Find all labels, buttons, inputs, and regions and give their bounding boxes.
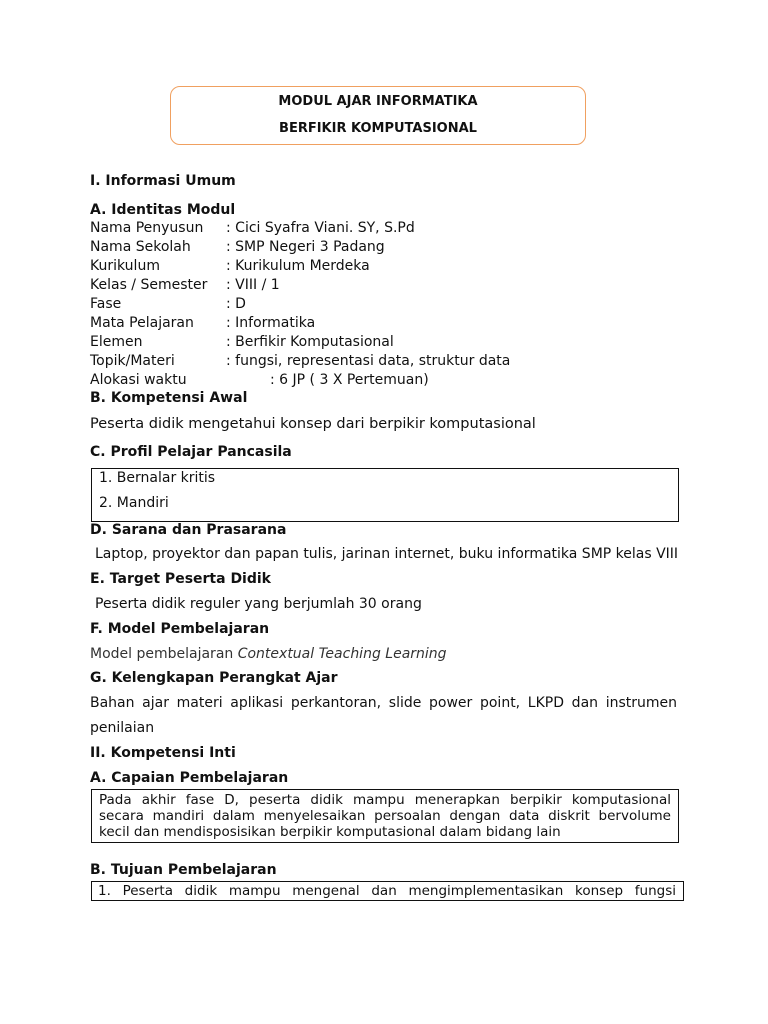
value-mata-pelajaran: : Informatika	[226, 315, 316, 331]
heading-target-peserta-didik: E. Target Peserta Didik	[90, 571, 271, 587]
sarana-text: Laptop, proyektor dan papan tulis, jarinan internet, buku informatika SMP kelas VIII	[95, 546, 679, 562]
heading-identitas-modul: A. Identitas Modul	[90, 202, 236, 218]
kelengkapan-line-1: Bahan ajar materi aplikasi perkantoran, slide power point, LKPD dan instrumen	[90, 695, 677, 711]
heading-tujuan-pembelajaran: B. Tujuan Pembelajaran	[90, 862, 277, 878]
value-kelas-semester: : VIII / 1	[226, 277, 280, 293]
label-fase: Fase	[90, 296, 122, 312]
heading-capaian-pembelajaran: A. Capaian Pembelajaran	[90, 770, 289, 786]
kelengkapan-line-2: penilaian	[90, 720, 155, 736]
tujuan-box	[91, 881, 684, 901]
profil-box	[91, 468, 679, 522]
label-elemen: Elemen	[90, 334, 143, 350]
capaian-box	[91, 789, 679, 843]
section-heading-informasi-umum: I. Informasi Umum	[90, 173, 236, 189]
profil-item-1: 1. Bernalar kritis	[99, 470, 216, 486]
heading-kelengkapan-perangkat-ajar: G. Kelengkapan Perangkat Ajar	[90, 670, 338, 686]
label-kelas-semester: Kelas / Semester	[90, 277, 208, 293]
heading-kompetensi-awal: B. Kompetensi Awal	[90, 390, 248, 406]
value-fase: : D	[226, 296, 246, 312]
value-alokasi-waktu: : 6 JP ( 3 X Pertemuan)	[270, 372, 429, 388]
value-kurikulum: : Kurikulum Merdeka	[226, 258, 370, 274]
model-italic: Contextual Teaching Learning	[237, 646, 447, 662]
model-text	[90, 646, 447, 662]
title-box	[170, 86, 586, 145]
label-mata-pelajaran: Mata Pelajaran	[90, 315, 194, 331]
label-kurikulum: Kurikulum	[90, 258, 160, 274]
heading-sarana-prasarana: D. Sarana dan Prasarana	[90, 522, 287, 538]
capaian-line-2: secara mandiri dalam menyelesaikan persoalan dengan data diskrit bervolume	[99, 808, 671, 824]
heading-profil-pelajar-pancasila: C. Profil Pelajar Pancasila	[90, 444, 292, 460]
section-heading-kompetensi-inti: II. Kompetensi Inti	[90, 745, 236, 761]
target-text: Peserta didik reguler yang berjumlah 30 orang	[95, 596, 422, 612]
value-nama-sekolah: : SMP Negeri 3 Padang	[226, 239, 385, 255]
label-topik-materi: Topik/Materi	[90, 353, 175, 369]
profil-item-2: 2. Mandiri	[99, 495, 169, 511]
kompetensi-awal-text: Peserta didik mengetahui konsep dari berpikir komputasional	[90, 416, 536, 432]
value-elemen: : Berfikir Komputasional	[226, 334, 394, 350]
label-alokasi-waktu: Alokasi waktu	[90, 372, 187, 388]
heading-model-pembelajaran: F. Model Pembelajaran	[90, 621, 270, 637]
value-topik-materi: : fungsi, representasi data, struktur data	[226, 353, 511, 369]
tujuan-item-1: 1. Peserta didik mampu mengenal dan mengimplementasikan konsep fungsi	[98, 883, 676, 899]
title-line-1: MODUL AJAR INFORMATIKA	[278, 94, 478, 109]
label-nama-penyusun: Nama Penyusun	[90, 220, 204, 236]
label-nama-sekolah: Nama Sekolah	[90, 239, 191, 255]
model-prefix: Model pembelajaran	[90, 646, 238, 662]
capaian-line-1: Pada akhir fase D, peserta didik mampu menerapkan berpikir komputasional	[99, 792, 671, 808]
title-line-2: BERFIKIR KOMPUTASIONAL	[279, 121, 477, 136]
value-nama-penyusun: : Cici Syafra Viani. SY, S.Pd	[226, 220, 415, 236]
capaian-line-3: kecil dan mendisposisikan berpikir komputasional dalam bidang lain	[99, 824, 561, 840]
